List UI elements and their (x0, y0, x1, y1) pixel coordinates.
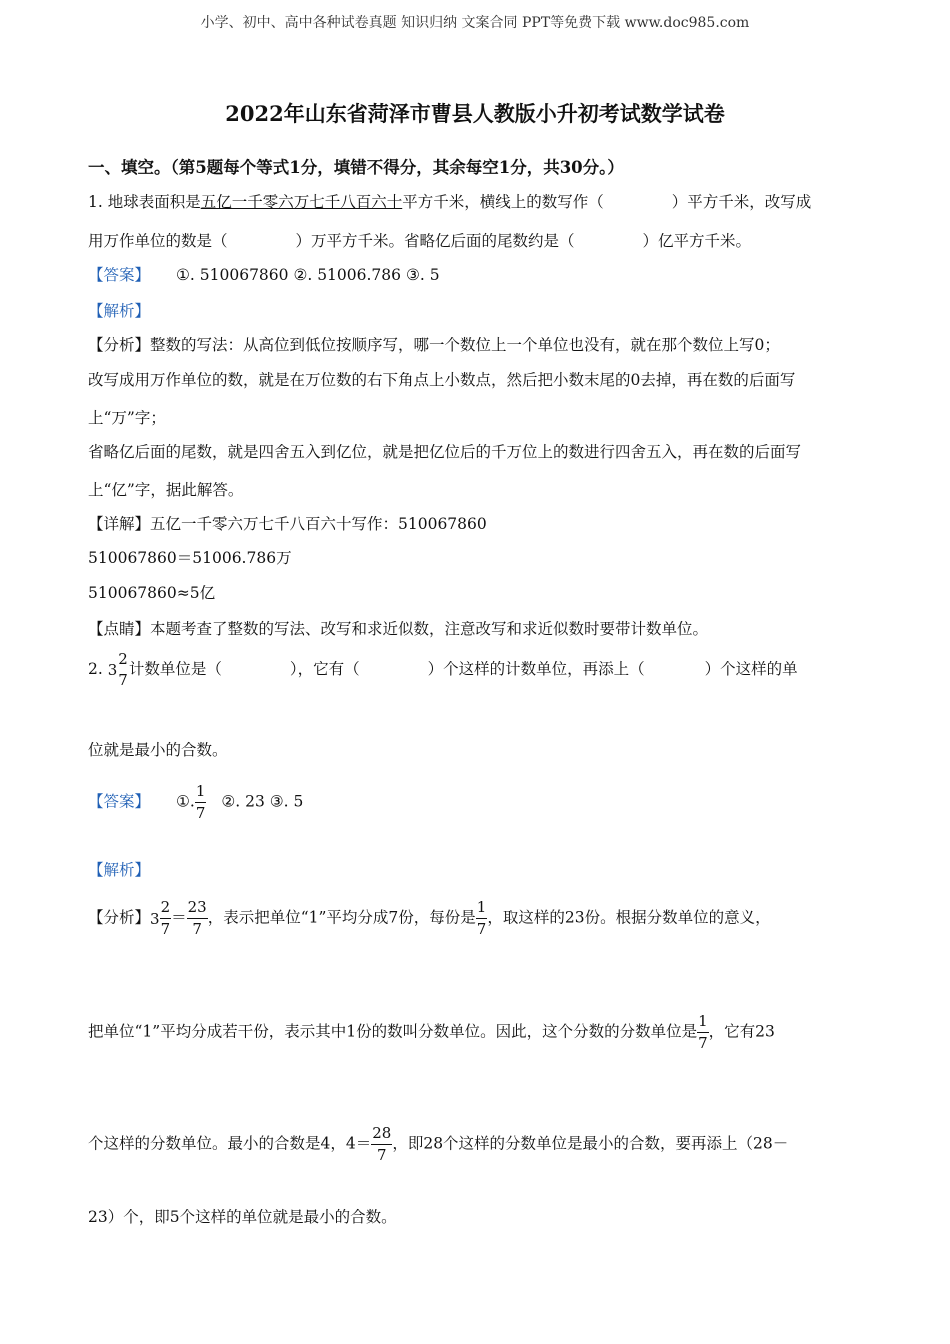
q2-analysis-tag: 【解析】 (88, 861, 151, 879)
q2-fenxi-fraction-28-7: $\frac{28}{7}$ (372, 1124, 392, 1164)
q1-text-a: 1. 地球表面积是 (88, 193, 201, 211)
q1-fenxi-line-b: 上“万”字； (88, 409, 166, 427)
q1-line2-c: ）亿平方千米。 (642, 232, 752, 250)
q2-fenxi-line4: 23）个，即5个这样的单位就是最小的合数。 (88, 1208, 397, 1226)
q1-eq1: 510067860＝51006.786万 (88, 549, 292, 567)
q2-fenxi-line3: 个这样的分数单位。最小的合数是4，4＝ $\frac{28}{7}$ ，即28个这样的分数单位是最小的合数，要再添上（28－ (88, 1124, 789, 1164)
q2-fenxi-fraction-23-7: $\frac{23}{7}$ (187, 898, 207, 938)
q2-line1 (88, 652, 798, 688)
q1-line2 (88, 229, 751, 251)
q1-line1 (88, 190, 811, 212)
q2-answer-tag: 【答案】 (88, 792, 151, 811)
q2-fenxi-line2: 把单位“1”平均分成若干份，表示其中1份的数叫分数单位。因此，这个分数的分数单位是 $\frac{1}{7}$ ，它有23 (88, 1012, 775, 1052)
q2-mixed-number: 3 2 7 (107, 650, 128, 689)
q2-answer-fraction: $\frac{1}{7}$ (195, 782, 206, 822)
q2-text-c: ）个这样的计数单位，再添上（ (427, 660, 645, 678)
q1-line2-a: 用万作单位的数是（ (88, 232, 228, 250)
q1-fenxi-line-c: 省略亿后面的尾数，就是四舍五入到亿位，就是把亿位后的千万位上的数进行四舍五入，再在数的后面写 (88, 443, 802, 461)
q2-text-d: ）个这样的单 (704, 660, 798, 678)
q1-fenxi: 【分析】整数的写法：从高位到低位按顺序写，哪一个数位上一个单位也没有，就在那个数位上写0； (88, 336, 780, 354)
q1-eq2: 510067860≈5亿 (88, 584, 216, 602)
q1-fenxi-line-d: 上“亿”字，据此解答。 (88, 481, 244, 499)
q2-text-b: ），它有（ (289, 660, 360, 678)
q2-answer-1-label: ①. (176, 792, 195, 811)
q2-fenxi-line1: 【分析】3 $\frac{2}{7}$ ＝ $\frac{23}{7}$ ，表示把单位“1”平均分成7份，每份是 $\frac{1}{7}$ ，取这样的23份。根据分数单位的意义， (88, 898, 771, 938)
q2-number: 2. (88, 660, 103, 678)
q2-fenxi-tag: 【分析】 (88, 908, 151, 927)
q1-underlined-number: 五亿一千零六万七千八百六十 (200, 193, 403, 211)
q1-analysis-tag: 【解析】 (88, 302, 151, 320)
q1-line2-b: ）万平方千米。省略亿后面的尾数约是（ (295, 232, 575, 250)
q1-answer-row (88, 263, 440, 285)
q2-fenxi-mixed: 3 $\frac{2}{7}$ (150, 898, 171, 938)
q2-answer-row (88, 784, 303, 821)
q1-text-b: 平方千米，横线上的数写作（ (402, 193, 604, 211)
q2-text-a: 计数单位是（ (128, 660, 222, 678)
q1-comment: 【点睛】本题考查了整数的写法、改写和求近似数，注意改写和求近似数时要带计数单位。 (88, 620, 709, 638)
q2-line2: 位就是最小的合数。 (88, 741, 228, 759)
site-header: 小学、初中、高中各种试卷真题 知识归纳 文案合同 PPT等免费下载 www.doc985.com (200, 15, 750, 31)
q1-text-c: ）平方千米，改写成 (671, 193, 812, 211)
q2-fenxi-fraction-1-7: $\frac{1}{7}$ (476, 898, 487, 938)
page-title: 2022年山东省菏泽市曹县人教版小升初考试数学试卷 (225, 101, 725, 126)
q1-detail: 【详解】五亿一千零六万七千八百六十写作：510067860 (88, 515, 487, 533)
q2-answer-rest: ②. 23 ③. 5 (221, 792, 304, 811)
q1-answer: ①. 510067860 ②. 51006.786 ③. 5 (176, 266, 440, 284)
q1-answer-tag: 【答案】 (88, 266, 151, 284)
section-heading: 一、填空。（第5题每个等式1分，填错不得分，其余每空1分，共30分。） (88, 158, 624, 177)
q1-fenxi-line-a: 改写成用万作单位的数，就是在万位数的右下角点上小数点，然后把小数末尾的0去掉，再在数的后面写 (88, 371, 796, 389)
q2-fenxi-fraction-unit: $\frac{1}{7}$ (698, 1012, 708, 1052)
